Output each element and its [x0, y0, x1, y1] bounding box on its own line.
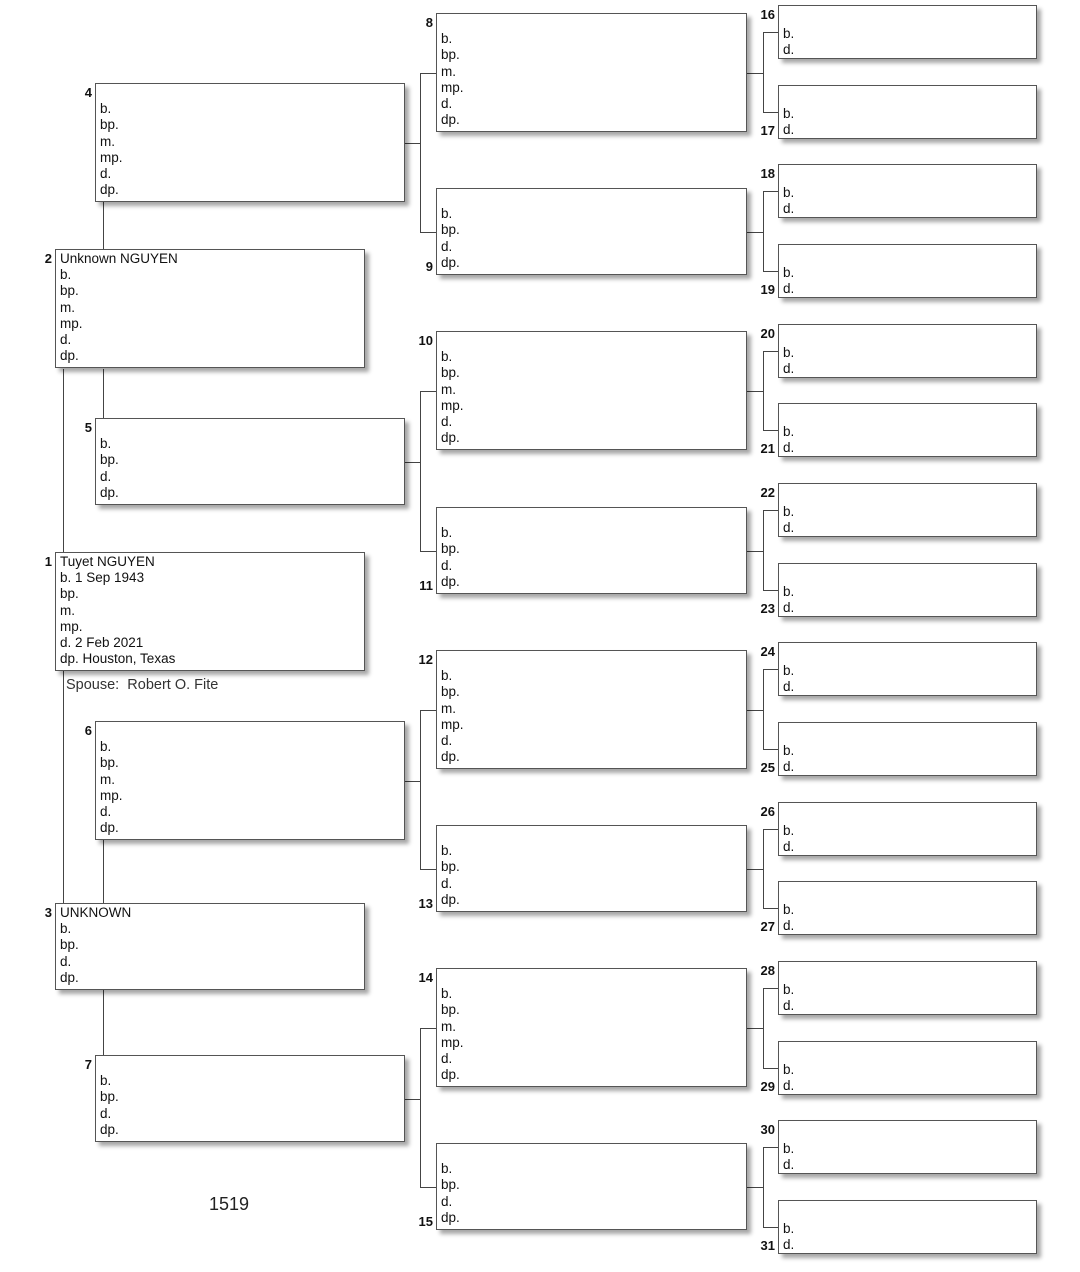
- person-field: bp.: [441, 365, 460, 381]
- person-field: b.: [441, 31, 453, 47]
- person-field: dp.: [100, 484, 119, 500]
- person-field: dp.: [100, 182, 119, 198]
- connector-5-h: [405, 462, 420, 463]
- person-number: 24: [760, 644, 775, 659]
- person-box-18: [778, 164, 1037, 218]
- connector-11-23: [763, 590, 778, 591]
- person-field: d.: [783, 1157, 795, 1173]
- person-box-26: [778, 802, 1037, 856]
- person-field: d.: [441, 414, 453, 429]
- person-field: b.: [100, 1073, 112, 1089]
- person-field: b.: [441, 525, 453, 541]
- connector-8-v: [763, 32, 764, 112]
- person-field: m.: [60, 602, 75, 618]
- connector-11-v: [763, 510, 764, 590]
- person-field: mp.: [441, 79, 464, 95]
- person-field: bp.: [441, 47, 460, 63]
- person-field: m.: [100, 133, 115, 149]
- person-field: dp.: [441, 430, 460, 446]
- person-field: mp.: [441, 716, 464, 732]
- connector-6-h: [405, 781, 420, 782]
- connector-7-15: [420, 1187, 436, 1188]
- spouse-line: [66, 677, 218, 693]
- connector-14-28: [763, 988, 778, 989]
- person-field: dp.: [60, 348, 79, 364]
- person-field: m.: [441, 381, 456, 397]
- person-box-27: [778, 881, 1037, 935]
- person-number: 29: [760, 1079, 775, 1094]
- connector-5-10: [420, 391, 436, 392]
- person-field: dp.: [100, 1121, 119, 1137]
- connector-15-v: [763, 1147, 764, 1227]
- person-field: mp.: [60, 315, 83, 331]
- person-number: 28: [760, 963, 775, 978]
- person-field: bp.: [100, 452, 119, 468]
- page-number: 1519: [209, 1194, 250, 1214]
- person-number: 20: [760, 326, 775, 341]
- person-box-13: [436, 825, 747, 912]
- person-field: b.: [783, 742, 795, 758]
- connector-13-27: [763, 908, 778, 909]
- person-box-22: [778, 483, 1037, 537]
- connector-12-24: [763, 669, 778, 670]
- person-field: b.: [783, 503, 795, 519]
- connector-10-h: [747, 391, 763, 392]
- connector-7-v: [420, 1028, 421, 1187]
- person-field: b.: [441, 843, 453, 859]
- person-field: bp.: [60, 586, 79, 602]
- person-name: Tuyet NGUYEN: [60, 554, 155, 569]
- person-field: d.: [783, 679, 795, 695]
- person-field: b.: [60, 921, 72, 937]
- person-number: 27: [760, 919, 775, 934]
- person-field: b.: [783, 981, 795, 997]
- person-number: 26: [760, 804, 775, 819]
- person-field: b.: [783, 822, 795, 838]
- person-box-28: [778, 961, 1037, 1015]
- connector-10-v: [763, 351, 764, 430]
- person-box-3: [55, 903, 365, 990]
- connector-8-17: [763, 112, 778, 113]
- person-number: 22: [760, 485, 775, 500]
- person-field: b.: [100, 436, 112, 452]
- person-box-7: [95, 1055, 405, 1142]
- person-field: d.: [783, 201, 795, 217]
- person-field: m.: [441, 63, 456, 79]
- connector-6-v: [420, 710, 421, 869]
- spouse-name: Robert O. Fite: [127, 677, 219, 693]
- connector-3-6: [103, 840, 104, 903]
- connector-9-h: [747, 232, 763, 233]
- person-field: d.: [783, 839, 795, 855]
- person-field: mp.: [441, 1034, 464, 1050]
- person-field: b.: [783, 344, 795, 360]
- person-box-9: [436, 188, 747, 275]
- person-field: dp. Houston, Texas: [60, 651, 176, 667]
- connector-2-5: [103, 369, 104, 418]
- person-field: d.: [100, 1105, 112, 1121]
- connector-14-29: [763, 1068, 778, 1069]
- person-field: d.: [783, 361, 795, 377]
- person-number: 7: [84, 1057, 92, 1072]
- person-field: d.: [441, 733, 453, 748]
- person-number: 10: [418, 333, 433, 348]
- person-box-4: [95, 83, 405, 202]
- person-field: d.: [783, 998, 795, 1014]
- person-field: d.: [783, 42, 795, 58]
- connector-5-v: [420, 391, 421, 551]
- person-field: d.: [441, 875, 453, 891]
- person-field: bp.: [441, 859, 460, 875]
- person-field: d.: [783, 1078, 795, 1094]
- person-field: bp.: [441, 541, 460, 557]
- person-field: b.: [783, 184, 795, 200]
- person-box-12: [436, 650, 747, 769]
- connector-9-v: [763, 191, 764, 271]
- person-field: bp.: [441, 1177, 460, 1193]
- person-field: dp.: [100, 820, 119, 836]
- person-box-21: [778, 403, 1037, 457]
- person-field: d.: [100, 166, 112, 181]
- person-field: b.: [441, 206, 453, 222]
- person-field: dp.: [60, 969, 79, 985]
- person-field: d.: [100, 468, 112, 484]
- person-number: 5: [84, 420, 92, 435]
- person-field: b.: [441, 986, 453, 1002]
- person-field: d.: [441, 1193, 453, 1209]
- person-number: 1: [44, 554, 52, 569]
- connector-3-7: [103, 990, 104, 1055]
- person-field: d.: [441, 557, 453, 573]
- person-field: d.: [783, 520, 795, 536]
- connector-14-v: [763, 988, 764, 1068]
- person-field: b.: [100, 101, 112, 117]
- person-box-20: [778, 324, 1037, 378]
- person-box-15: [436, 1143, 747, 1230]
- person-box-2: [55, 249, 365, 368]
- person-number: 13: [418, 896, 433, 911]
- person-number: 2: [44, 251, 52, 266]
- person-field: d.: [783, 440, 795, 456]
- person-number: 4: [84, 85, 92, 100]
- person-field: d.: [783, 281, 795, 297]
- connector-7-14: [420, 1028, 436, 1029]
- person-field: b.: [441, 668, 453, 684]
- person-field: d.: [60, 332, 72, 347]
- person-box-19: [778, 244, 1037, 298]
- connector-4-h: [405, 143, 420, 144]
- person-number: 3: [44, 905, 52, 920]
- connector-15-31: [763, 1227, 778, 1228]
- person-field: d.: [100, 804, 112, 819]
- person-box-11: [436, 507, 747, 594]
- person-box-23: [778, 563, 1037, 617]
- person-box-29: [778, 1041, 1037, 1095]
- person-field: b.: [60, 267, 72, 283]
- person-field: b. 1 Sep 1943: [60, 570, 145, 586]
- person-field: bp.: [100, 117, 119, 133]
- connector-10-21: [763, 430, 778, 431]
- person-field: bp.: [441, 222, 460, 238]
- person-box-8: [436, 13, 747, 132]
- connector-4-8: [420, 73, 436, 74]
- person-field: b.: [783, 583, 795, 599]
- person-field: b.: [783, 1220, 795, 1236]
- person-box-31: [778, 1200, 1037, 1254]
- person-box-30: [778, 1120, 1037, 1174]
- person-field: mp.: [441, 397, 464, 413]
- person-box-24: [778, 642, 1037, 696]
- connector-5-11: [420, 551, 436, 552]
- person-number: 15: [418, 1214, 433, 1229]
- person-box-1: [55, 552, 365, 671]
- person-field: m.: [441, 1018, 456, 1034]
- person-field: b.: [783, 25, 795, 41]
- person-number: 30: [760, 1122, 775, 1137]
- person-number: 12: [418, 652, 433, 667]
- connector-11-22: [763, 510, 778, 511]
- connector-13-v: [763, 829, 764, 908]
- person-field: d.: [60, 953, 72, 969]
- person-field: dp.: [441, 254, 460, 270]
- connector-6-12: [420, 710, 436, 711]
- person-number: 19: [760, 282, 775, 297]
- connector-15-30: [763, 1147, 778, 1148]
- person-name: UNKNOWN: [60, 905, 132, 920]
- person-box-14: [436, 968, 747, 1087]
- person-field: dp.: [441, 573, 460, 589]
- person-number: 23: [760, 601, 775, 616]
- spouse-label: Spouse:: [66, 677, 120, 693]
- person-number: 14: [418, 970, 433, 985]
- person-field: dp.: [441, 891, 460, 907]
- person-box-17: [778, 85, 1037, 139]
- person-number: 21: [760, 441, 775, 456]
- person-field: b.: [441, 1161, 453, 1177]
- person-field: dp.: [441, 112, 460, 128]
- person-field: b.: [100, 739, 112, 755]
- person-field: m.: [441, 700, 456, 716]
- person-field: bp.: [60, 937, 79, 953]
- person-field: mp.: [100, 787, 123, 803]
- person-number: 6: [84, 723, 92, 738]
- person-number: 9: [425, 259, 433, 274]
- person-field: b.: [783, 105, 795, 121]
- connector-15-h: [747, 1187, 763, 1188]
- person-number: 16: [760, 7, 775, 22]
- connector-12-v: [763, 669, 764, 749]
- connector-11-h: [747, 551, 763, 552]
- connector-8-16: [763, 32, 778, 33]
- person-field: b.: [783, 423, 795, 439]
- connector-4-9: [420, 232, 436, 233]
- person-field: m.: [60, 299, 75, 315]
- person-field: d.: [441, 238, 453, 254]
- person-field: d.: [783, 918, 795, 934]
- person-field: dp.: [441, 1209, 460, 1225]
- person-number: 31: [760, 1238, 775, 1253]
- person-box-16: [778, 5, 1037, 59]
- person-field: d. 2 Feb 2021: [60, 635, 144, 650]
- person-field: d.: [441, 1051, 453, 1066]
- person-field: b.: [783, 1061, 795, 1077]
- person-field: b.: [783, 264, 795, 280]
- person-number: 25: [760, 760, 775, 775]
- person-field: d.: [783, 600, 795, 616]
- connector-2-4: [103, 202, 104, 249]
- person-number: 17: [760, 123, 775, 138]
- connector-7-h: [405, 1099, 420, 1100]
- person-box-25: [778, 722, 1037, 776]
- connector-12-h: [747, 710, 763, 711]
- person-field: b.: [783, 1140, 795, 1156]
- person-field: bp.: [100, 755, 119, 771]
- person-field: d.: [783, 1237, 795, 1253]
- person-box-6: [95, 721, 405, 840]
- person-number: 8: [425, 15, 433, 30]
- person-field: d.: [783, 122, 795, 138]
- connector-12-25: [763, 749, 778, 750]
- connector-9-19: [763, 271, 778, 272]
- person-field: bp.: [441, 684, 460, 700]
- person-name: Unknown NGUYEN: [60, 251, 178, 266]
- connector-13-h: [747, 869, 763, 870]
- connector-9-18: [763, 191, 778, 192]
- person-field: mp.: [60, 618, 83, 634]
- person-field: b.: [783, 901, 795, 917]
- person-box-5: [95, 418, 405, 505]
- connector-14-h: [747, 1028, 763, 1029]
- connector-6-13: [420, 869, 436, 870]
- person-field: bp.: [441, 1002, 460, 1018]
- person-field: bp.: [100, 1089, 119, 1105]
- person-field: b.: [783, 662, 795, 678]
- person-field: b.: [441, 349, 453, 365]
- connector-8-h: [747, 73, 763, 74]
- connector-4-v: [420, 73, 421, 232]
- person-field: d.: [783, 759, 795, 775]
- connector-13-26: [763, 829, 778, 830]
- person-field: dp.: [441, 1067, 460, 1083]
- person-number: 11: [419, 578, 433, 593]
- person-field: mp.: [100, 149, 123, 165]
- person-field: dp.: [441, 749, 460, 765]
- person-field: m.: [100, 771, 115, 787]
- person-box-10: [436, 331, 747, 450]
- connector-10-20: [763, 351, 778, 352]
- person-field: bp.: [60, 283, 79, 299]
- person-field: d.: [441, 96, 453, 111]
- person-number: 18: [760, 166, 775, 181]
